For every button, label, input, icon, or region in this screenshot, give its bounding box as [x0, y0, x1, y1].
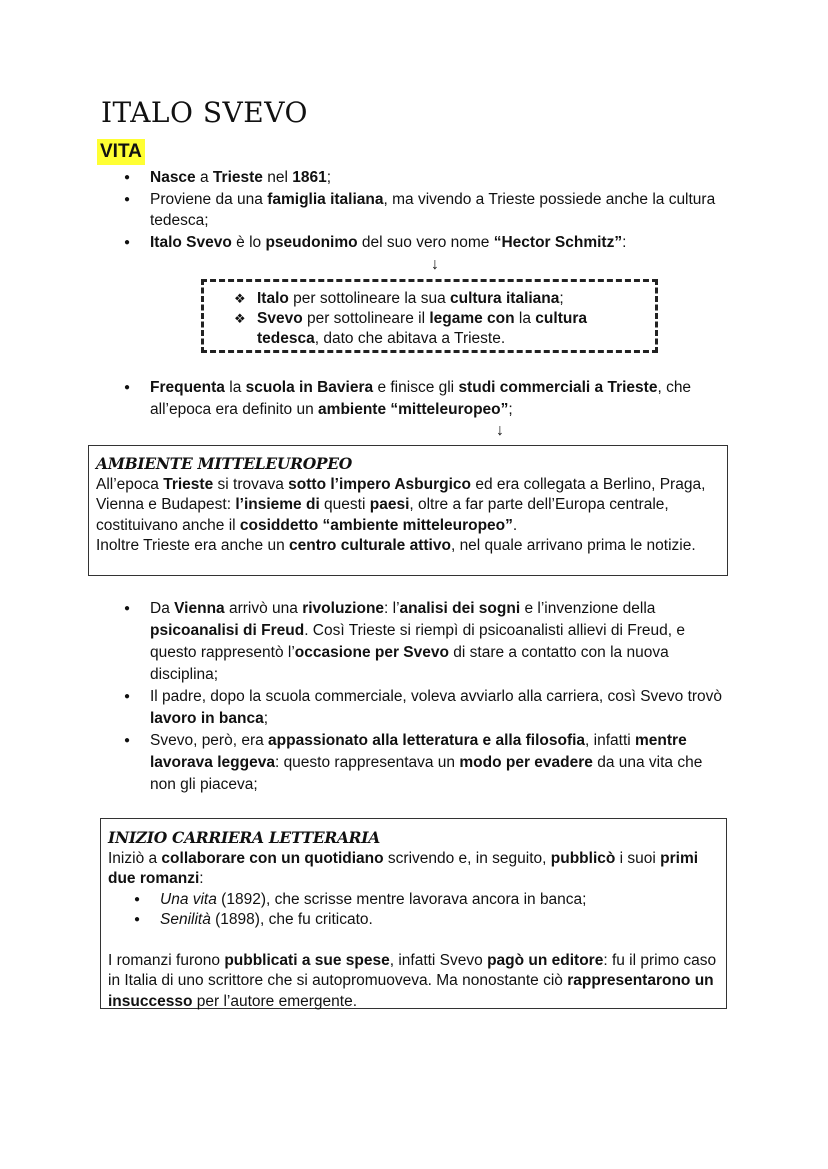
list-item: ● Il padre, dopo la scuola commerciale, voleva avviarlo alla carriera, così Svevo trovò lavoro in banca; — [122, 686, 732, 730]
box-paragraph: I romanzi furono pubblicati a sue spese, infatti Svevo pagò un editore: fu il primo caso in Italia di uno scrittore che si autopromuoveva. Ma nonostante ciò rappresentarono un insuccesso per l’autore emergente. — [108, 951, 717, 1010]
pseudonym-sublist — [234, 289, 634, 349]
down-arrow-icon: ↓ — [431, 256, 439, 273]
list-item: ❖ Svevo per sottolineare il legame con la cultura tedesca, dato che abitava a Trieste. — [234, 309, 634, 349]
list-item: ● Da Vienna arrivò una rivoluzione: l’analisi dei sogni e l’invenzione della psicoanalisi di Freud. Così Trieste si riempì di psicoanalisti allievi di Freud, e questo rappresentò l’occasione per Svevo di stare a contatto con la nuova disciplina; — [122, 598, 732, 686]
list-item: ● Nasce a Trieste nel 1861; — [122, 167, 722, 189]
page-title: ITALO SVEVO — [101, 96, 308, 129]
list-item: ● Frequenta la scuola in Baviera e finisce gli studi commerciali a Trieste, che all’epoca era definito un ambiente “mitteleuropeo”; — [122, 377, 722, 420]
list-item: ● Italo Svevo è lo pseudonimo del suo vero nome “Hector Schmitz”: — [122, 232, 722, 254]
list-item: ● Senilità (1898), che fu criticato. — [132, 910, 719, 931]
novels-list — [132, 890, 719, 931]
vita-bullet-list-1 — [122, 167, 722, 253]
box-heading: INIZIO CARRIERA LETTERARIA — [108, 828, 380, 847]
list-item: ● Una vita (1892), che scrisse mentre lavorava ancora in banca; — [132, 890, 719, 911]
box-paragraph: Iniziò a collaborare con un quotidiano scrivendo e, in seguito, pubblicò i suoi primi due romanzi: — [108, 849, 699, 887]
list-item: ● Svevo, però, era appassionato alla letteratura e alla filosofia, infatti mentre lavorava leggeva: questo rappresentava un modo per evadere da una vita che non gli piaceva; — [122, 730, 732, 796]
list-item: ● Proviene da una famiglia italiana, ma vivendo a Trieste possiede anche la cultura tedesca; — [122, 189, 722, 232]
section-label-vita: VITA — [97, 139, 145, 165]
vita-bullet-list-3 — [122, 598, 732, 796]
down-arrow-icon: ↓ — [496, 422, 504, 439]
box-paragraph: Inoltre Trieste era anche un centro culturale attivo, nel quale arrivano prima le notizie. — [96, 537, 696, 554]
box-paragraph: All’epoca Trieste si trovava sotto l’impero Asburgico ed era collegata a Berlino, Praga, Vienna e Budapest: l’insieme di questi paesi, oltre a far parte dell’Europa centrale, costituivano anche il cosiddetto “ambiente mitteleuropeo”. — [96, 475, 706, 534]
list-item: ❖ Italo per sottolineare la sua cultura italiana; — [234, 289, 634, 309]
carriera-letteraria-box — [100, 818, 727, 1009]
ambiente-mitteleuropeo-box — [88, 445, 728, 576]
box-heading: AMBIENTE MITTELEUROPEO — [96, 454, 352, 473]
vita-bullet-list-2 — [122, 377, 722, 420]
